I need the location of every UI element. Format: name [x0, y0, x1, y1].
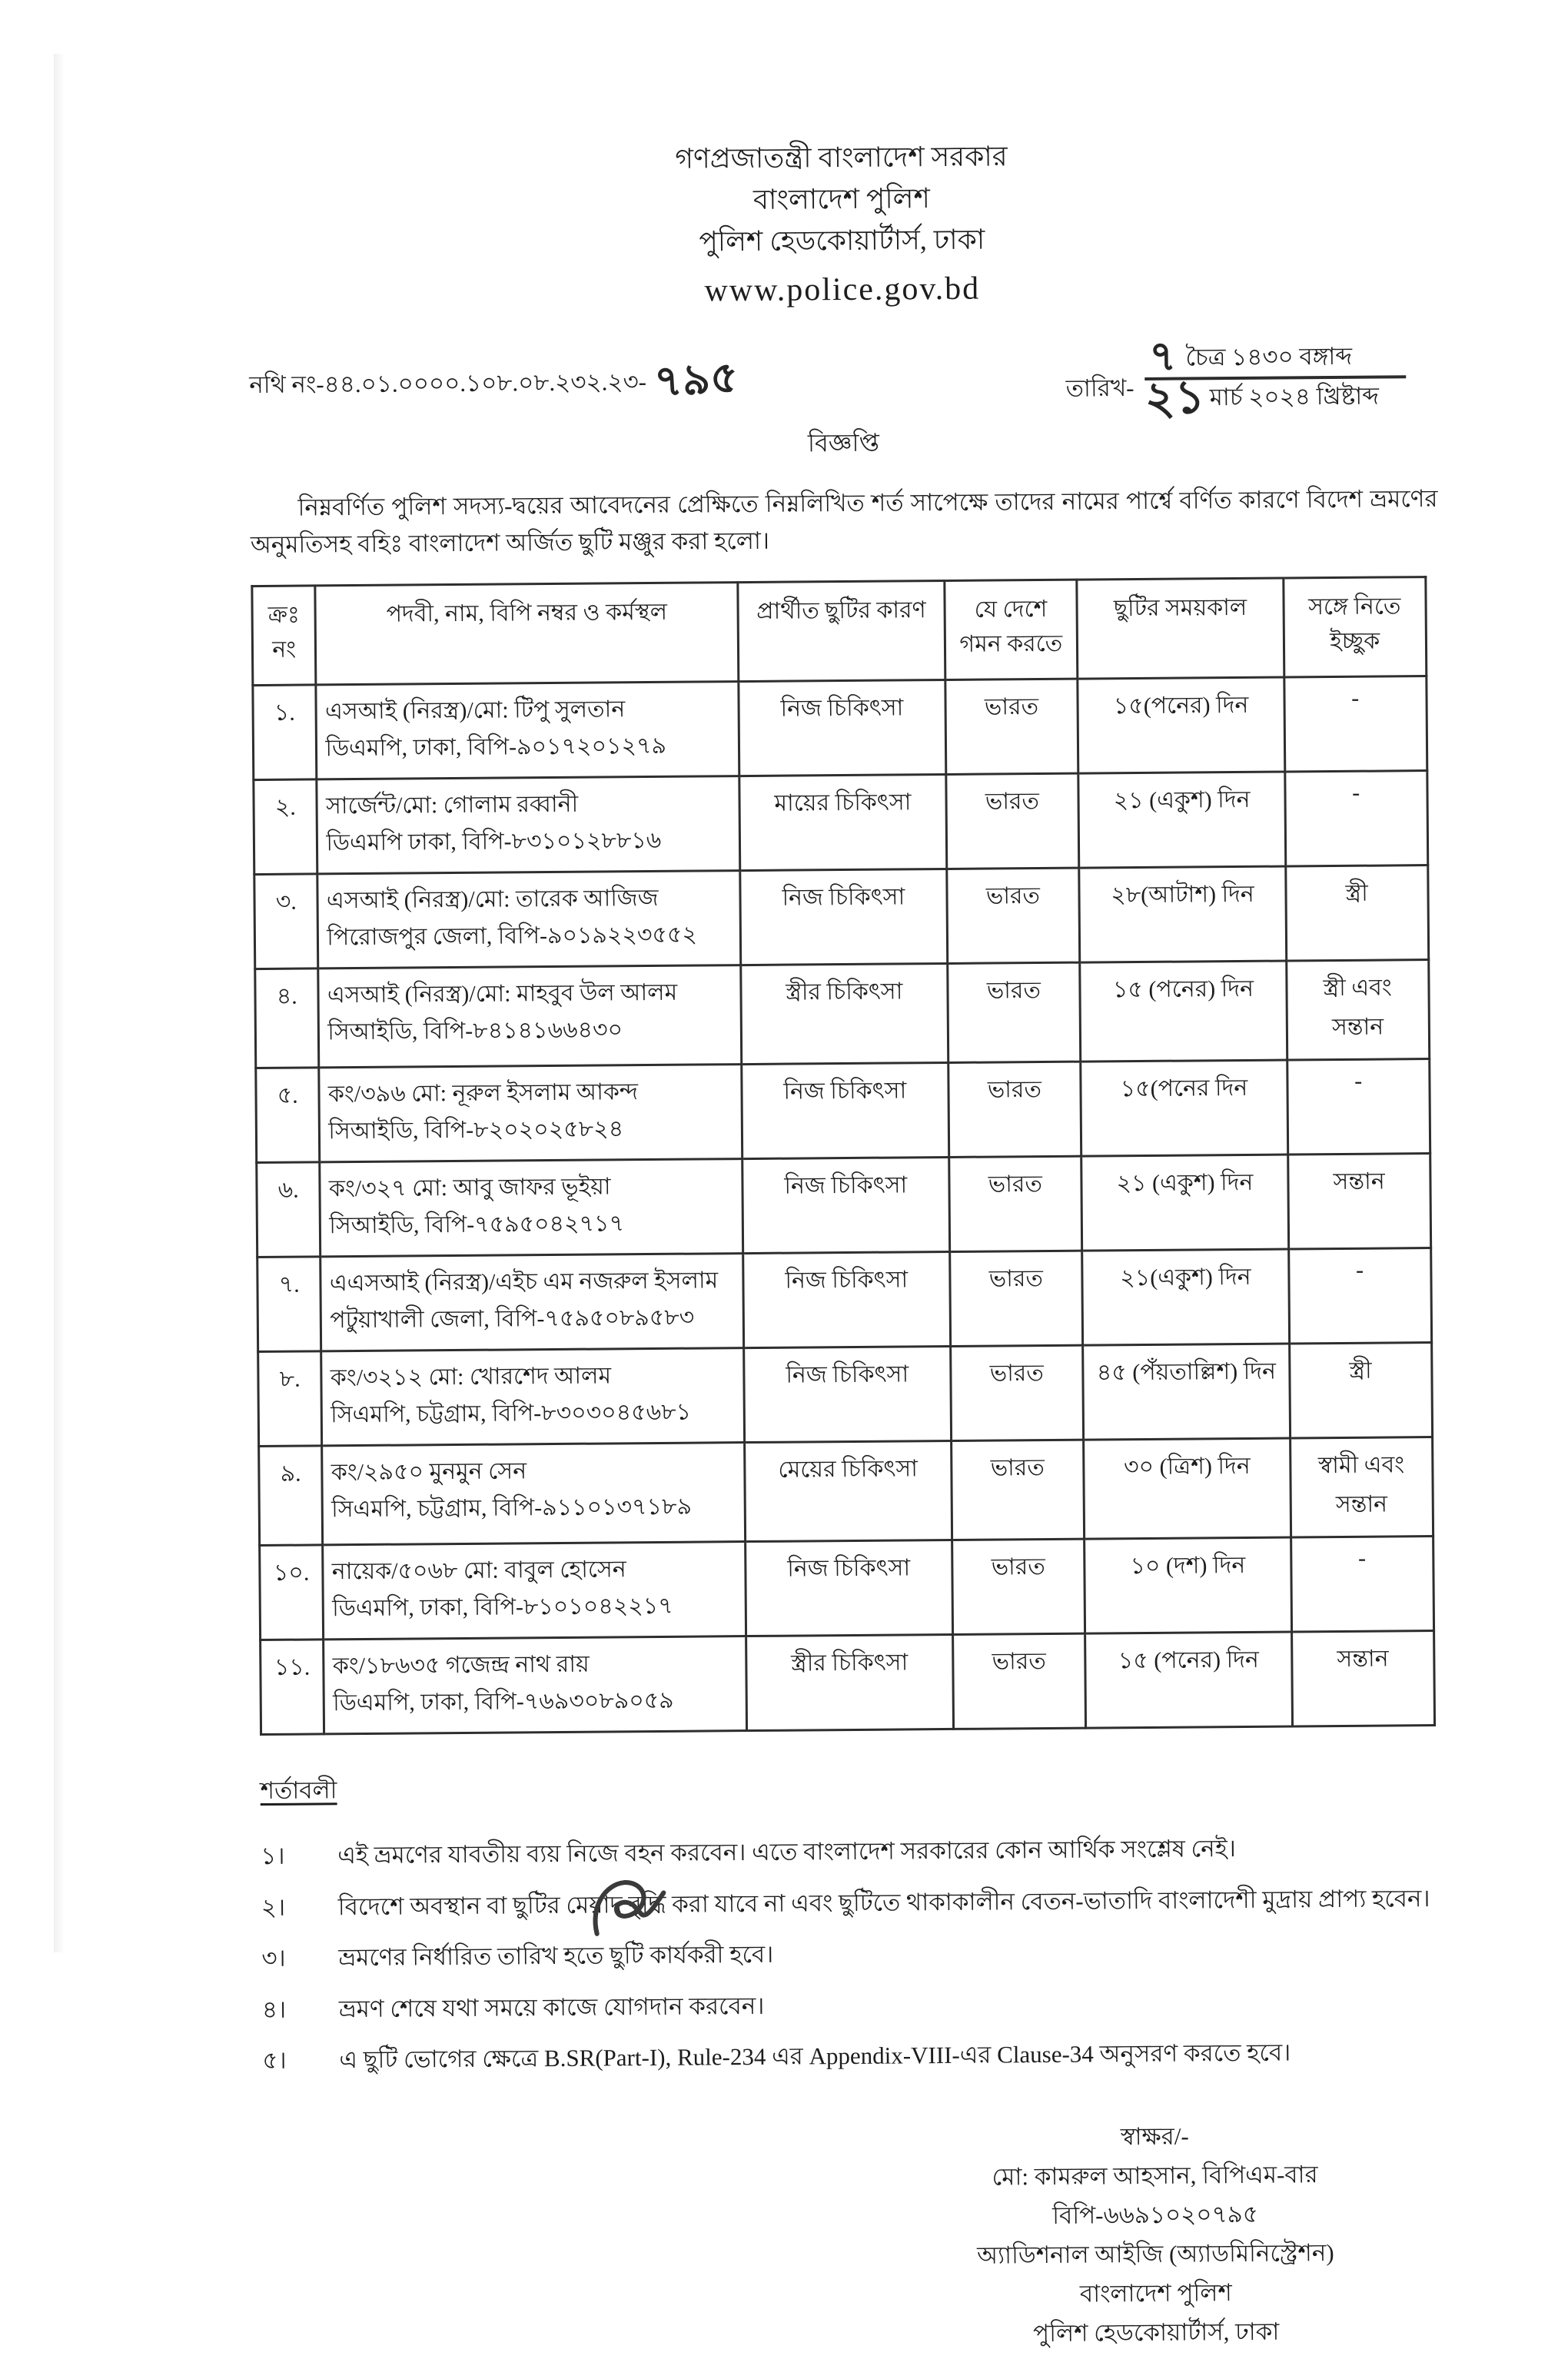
condition-number: ৩। [261, 1940, 338, 1976]
duration-cell: ১০ (দশ) দিন [1085, 1537, 1292, 1633]
country-cell: ভারত [947, 962, 1080, 1062]
name-line2: পিরোজপুর জেলা, বিপি-৯০১৯২২৩৫৫২ [327, 916, 732, 956]
table-row [254, 866, 1428, 969]
signatory-designation: অ্যাডিশনাল আইজি (অ্যাডমিনিস্ট্রেশন) [863, 2232, 1447, 2276]
country-cell: ভারত [949, 1251, 1082, 1346]
condition-text: ভ্রমণ শেষে যথা সময়ে কাজে যোগদান করবেন। [339, 1982, 1450, 2027]
reason-cell: নিজ চিকিৎসা [742, 1063, 949, 1159]
reason-cell: নিজ চিকিৎসা [739, 680, 946, 776]
signatory-organization: বাংলাদেশ পুলিশ [864, 2271, 1448, 2315]
name-line2: ডিএমপি ঢাকা, বিপি-৮৩১০১২৮৮১৬ [326, 822, 731, 862]
name-cell [318, 965, 742, 1068]
date-bangla-rest: চৈত্র ১৪৩০ বঙ্গাব্দ [1185, 343, 1352, 371]
companion-cell: - [1285, 771, 1428, 866]
duration-cell: ২১(একুশ) দিন [1082, 1249, 1290, 1345]
intro-paragraph: নিম্নবর্ণিত পুলিশ সদস্য-দ্বয়ের আবেদনের প্রেক্ষিতে নিম্নলিখিত শর্ত সাপেক্ষে তাদের নামের পার্শ্বে বর্ণিত কারণে বিদেশ ভ্রমণের অনুমতিসহ বহিঃ বাংলাদেশ অর্জিত ছুটি মঞ্জুর করা হলো। [250, 480, 1438, 563]
country-cell: ভারত [945, 773, 1078, 869]
name-cell [317, 776, 740, 874]
condition-number: ৪। [262, 1992, 339, 2028]
name-line1: কং/৩২১২ মো: খোরশেদ আলম [331, 1357, 736, 1397]
table-row [253, 676, 1427, 780]
name-line2: ডিএমপি, ঢাকা, বিপি-৭৬৯৩০৮৯০৫৯ [333, 1682, 738, 1722]
name-line2: ডিএমপি, ঢাকা, বিপি-৯০১৭২০১২৭৯ [325, 727, 730, 767]
country-cell: ভারত [946, 868, 1079, 963]
letterhead [246, 0, 1436, 319]
companion-cell: সন্তান [1291, 1631, 1434, 1726]
date-gregorian-rest: মার্চ ২০২৪ খ্রিষ্টাব্দ [1209, 383, 1379, 411]
conditions-section [260, 1763, 1450, 2079]
companion-cell: - [1284, 676, 1427, 772]
signatory-office: পুলিশ হেডকোয়ার্টার্স, ঢাকা [864, 2311, 1448, 2354]
handwritten-initial-icon [584, 1874, 692, 1951]
condition-text: বিদেশে অবস্থান বা ছুটির মেয়াদ বৃদ্ধি করা যাবে না এবং ছুটিতে থাকাকালীন বেতন-ভাতাদি বাংলাদেশী মুদ্রায় প্রাপ্য হবেন। [338, 1880, 1449, 1925]
name-line1: এসআই (নিরস্ত্র)/মো: তারেক আজিজ [327, 879, 732, 919]
memo-number [249, 343, 738, 407]
condition-item [262, 1982, 1450, 2028]
name-line1: সার্জেন্ট/মো: গোলাম রব্বানী [326, 785, 731, 825]
name-line2: পটুয়াখালী জেলা, বিপি-৭৫৯৫০৮৯৫৮৩ [330, 1299, 735, 1339]
duration-cell: ২১ (একুশ) দিন [1078, 772, 1286, 868]
office-name: পুলিশ হেডকোয়ার্টার্স, ঢাকা [248, 215, 1436, 266]
header-companion: সঙ্গে নিতে ইচ্ছুক [1284, 577, 1427, 677]
companion-cell: - [1291, 1537, 1433, 1632]
date-gregorian [1144, 377, 1406, 420]
duration-cell: ১৫ (পনের) দিন [1080, 961, 1287, 1062]
duration-cell: ৪৫ (পঁয়তাল্লিশ) দিন [1083, 1344, 1291, 1440]
table-row [256, 1059, 1430, 1163]
reason-cell: নিজ চিকিৎসা [746, 1540, 953, 1636]
website-url: www.police.gov.bd [248, 261, 1436, 319]
serial-cell: ৪. [255, 969, 319, 1068]
date-label: তারিখ- [1065, 350, 1134, 410]
condition-number: ৫। [262, 2042, 339, 2078]
name-cell [324, 1636, 747, 1734]
conditions-title: শর্তাবলী [260, 1763, 1447, 1812]
name-cell [320, 1159, 743, 1257]
name-line1: এএসআই (নিরস্ত্র)/এইচ এম নজরুল ইসলাম [330, 1262, 735, 1302]
serial-cell: ১০. [260, 1545, 324, 1640]
name-line1: নায়েক/৫০৬৮ মো: বাবুল হোসেন [332, 1550, 737, 1590]
leave-table [251, 576, 1435, 1736]
leave-table-body [253, 676, 1434, 1735]
reason-cell: স্ত্রীর চিকিৎসা [741, 964, 948, 1065]
condition-item [262, 2034, 1450, 2079]
memo-number-handwritten: ৭৯৫ [654, 377, 738, 383]
reason-cell: নিজ চিকিৎসা [740, 869, 948, 965]
date-values [1144, 337, 1407, 420]
memo-number-label: নথি নং-৪৪.০১.০০০০.১০৮.০৮.২৩২.২৩- [249, 368, 646, 398]
scan-edge-shadow [54, 54, 65, 1952]
table-row [254, 771, 1427, 875]
name-line2: সিএমপি, চট্টগ্রাম, বিপি-৮৩০৩০৪৫৬৮১ [331, 1394, 736, 1434]
table-row [259, 1437, 1433, 1546]
table-row [261, 1631, 1434, 1735]
name-line2: সিআইডি, বিপি-৮৪১৪১৬৬৪৩০ [327, 1011, 733, 1051]
duration-cell: ৩০ (ত্রিশ) দিন [1084, 1438, 1291, 1539]
name-line1: কং/২৯৫০ মুনমুন সেন [331, 1451, 736, 1491]
name-line1: কং/৩২৭ মো: আবু জাফর ভূইয়া [329, 1168, 734, 1208]
duration-cell: ১৫(পনের) দিন [1078, 677, 1285, 773]
name-cell [316, 682, 739, 779]
header-country: যে দেশে গমন করতে [944, 580, 1077, 679]
name-cell [317, 871, 741, 969]
condition-item [261, 1932, 1449, 1977]
date-block [1065, 337, 1406, 420]
name-line2: সিএমপি, চট্টগ্রাম, বিপি-৯১১০১৩৭১৮৯ [331, 1488, 736, 1528]
table-row [257, 1248, 1431, 1352]
serial-cell: ৮. [258, 1351, 322, 1447]
reason-cell: নিজ চিকিৎসা [742, 1158, 950, 1254]
name-line1: এসআই (নিরস্ত্র)/মো: টিপু সুলতান [325, 690, 730, 730]
reason-cell: মায়ের চিকিৎসা [739, 775, 947, 871]
country-cell: ভারত [952, 1633, 1085, 1729]
country-cell: ভারত [952, 1539, 1085, 1634]
reason-cell: স্ত্রীর চিকিৎসা [746, 1635, 954, 1731]
condition-text: এ ছুটি ভোগের ক্ষেত্রে B.SR(Part-I), Rule-234 এর Appendix-VIII-এর Clause-34 অনুসরণ করতে হবে। [339, 2034, 1450, 2078]
table-row [260, 1537, 1433, 1640]
companion-cell: - [1288, 1248, 1431, 1344]
duration-cell: ২৮(আটাশ) দিন [1079, 866, 1287, 962]
reason-cell: নিজ চিকিৎসা [744, 1347, 952, 1443]
notice-title: বিজ্ঞপ্তি [250, 419, 1437, 470]
signature-marker: স্বাক্ষর/- [862, 2115, 1447, 2158]
name-cell [319, 1065, 742, 1162]
country-cell: ভারত [950, 1345, 1083, 1440]
reason-cell: নিজ চিকিৎসা [743, 1252, 951, 1348]
duration-cell: ১৫(পনের দিন [1081, 1060, 1288, 1156]
leave-table-header [252, 577, 1427, 686]
serial-cell: ৫. [256, 1068, 320, 1163]
name-line1: কং/১৮৬৩৫ গজেন্দ্র নাথ রায় [333, 1645, 738, 1685]
signatory-name: মো: কামরুল আহসান, বিপিএম-বার [862, 2154, 1447, 2198]
name-cell [321, 1254, 744, 1351]
companion-cell: স্ত্রী [1289, 1343, 1432, 1438]
table-row [257, 1154, 1430, 1258]
serial-cell: ১১. [261, 1640, 324, 1735]
signature-block [862, 2115, 1448, 2355]
condition-item [261, 1880, 1449, 1925]
signatory-bp-number: বিপি-৬৬৯১০২০৭৯৫ [863, 2193, 1447, 2237]
condition-number: ২। [261, 1889, 338, 1925]
document-body [246, 0, 1452, 2359]
header-reason: প্রার্থীত ছুটির কারণ [738, 581, 945, 682]
name-cell [322, 1443, 746, 1545]
header-serial: ক্রঃ নং [252, 586, 316, 686]
name-line1: কং/৩৯৬ মো: নূরুল ইসলাম আকন্দ [328, 1073, 733, 1113]
companion-cell: - [1287, 1059, 1430, 1155]
duration-cell: ১৫ (পনের) দিন [1085, 1632, 1293, 1728]
country-cell: ভারত [945, 679, 1078, 774]
table-header-row [252, 577, 1427, 686]
reason-cell: মেয়ের চিকিৎসা [745, 1441, 952, 1542]
serial-cell: ৯. [259, 1446, 323, 1546]
condition-text: এই ভ্রমণের যাবতীয় ব্যয় নিজে বহন করবেন। এতে বাংলাদেশ সরকারের কোন আর্থিক সংশ্লেষ নেই। [337, 1829, 1448, 1874]
country-cell: ভারত [951, 1440, 1084, 1540]
date-gregorian-day-handwritten: ২১ [1145, 397, 1205, 399]
name-line2: ডিএমপি, ঢাকা, বিপি-৮১০১০৪২২১৭ [332, 1587, 737, 1627]
header-duration: ছুটির সময়কাল [1077, 578, 1284, 679]
serial-cell: ৩. [254, 874, 318, 969]
organization-name: বাংলাদেশ পুলিশ [247, 174, 1435, 224]
companion-cell: স্ত্রী [1286, 866, 1429, 961]
duration-cell: ২১ (একুশ) দিন [1081, 1155, 1289, 1251]
serial-cell: ২. [254, 779, 317, 875]
name-line2: সিআইডি, বিপি-৮২০২০২৫৮২৪ [328, 1110, 733, 1150]
condition-text: ভ্রমণের নির্ধারিত তারিখ হতে ছুটি কার্যকরী হবে। [338, 1932, 1449, 1976]
table-row [255, 960, 1430, 1068]
condition-number: ১। [261, 1838, 337, 1874]
companion-cell: স্ত্রী এবং সন্তান [1287, 960, 1430, 1060]
name-cell [321, 1348, 745, 1446]
serial-cell: ১. [253, 685, 317, 780]
name-line1: এসআই (নিরস্ত্র)/মো: মাহবুব উল আলম [327, 974, 733, 1014]
serial-cell: ৭. [257, 1257, 321, 1352]
reference-date-row [249, 337, 1437, 427]
name-cell [323, 1542, 746, 1640]
companion-cell: সন্তান [1288, 1154, 1431, 1249]
companion-cell: স্বামী এবং সন্তান [1290, 1437, 1433, 1537]
condition-item [261, 1829, 1448, 1875]
country-cell: ভারত [948, 1062, 1081, 1157]
table-row [258, 1343, 1432, 1447]
name-line2: সিআইডি, বিপি-৭৫৯৫০৪২৭১৭ [329, 1204, 734, 1244]
country-cell: ভারত [948, 1156, 1081, 1251]
serial-cell: ৬. [257, 1162, 321, 1258]
government-title: গণপ্রজাতন্ত্রী বাংলাদেশ সরকার [247, 132, 1435, 183]
header-name: পদবী, নাম, বিপি নম্বর ও কর্মস্থল [315, 583, 739, 685]
